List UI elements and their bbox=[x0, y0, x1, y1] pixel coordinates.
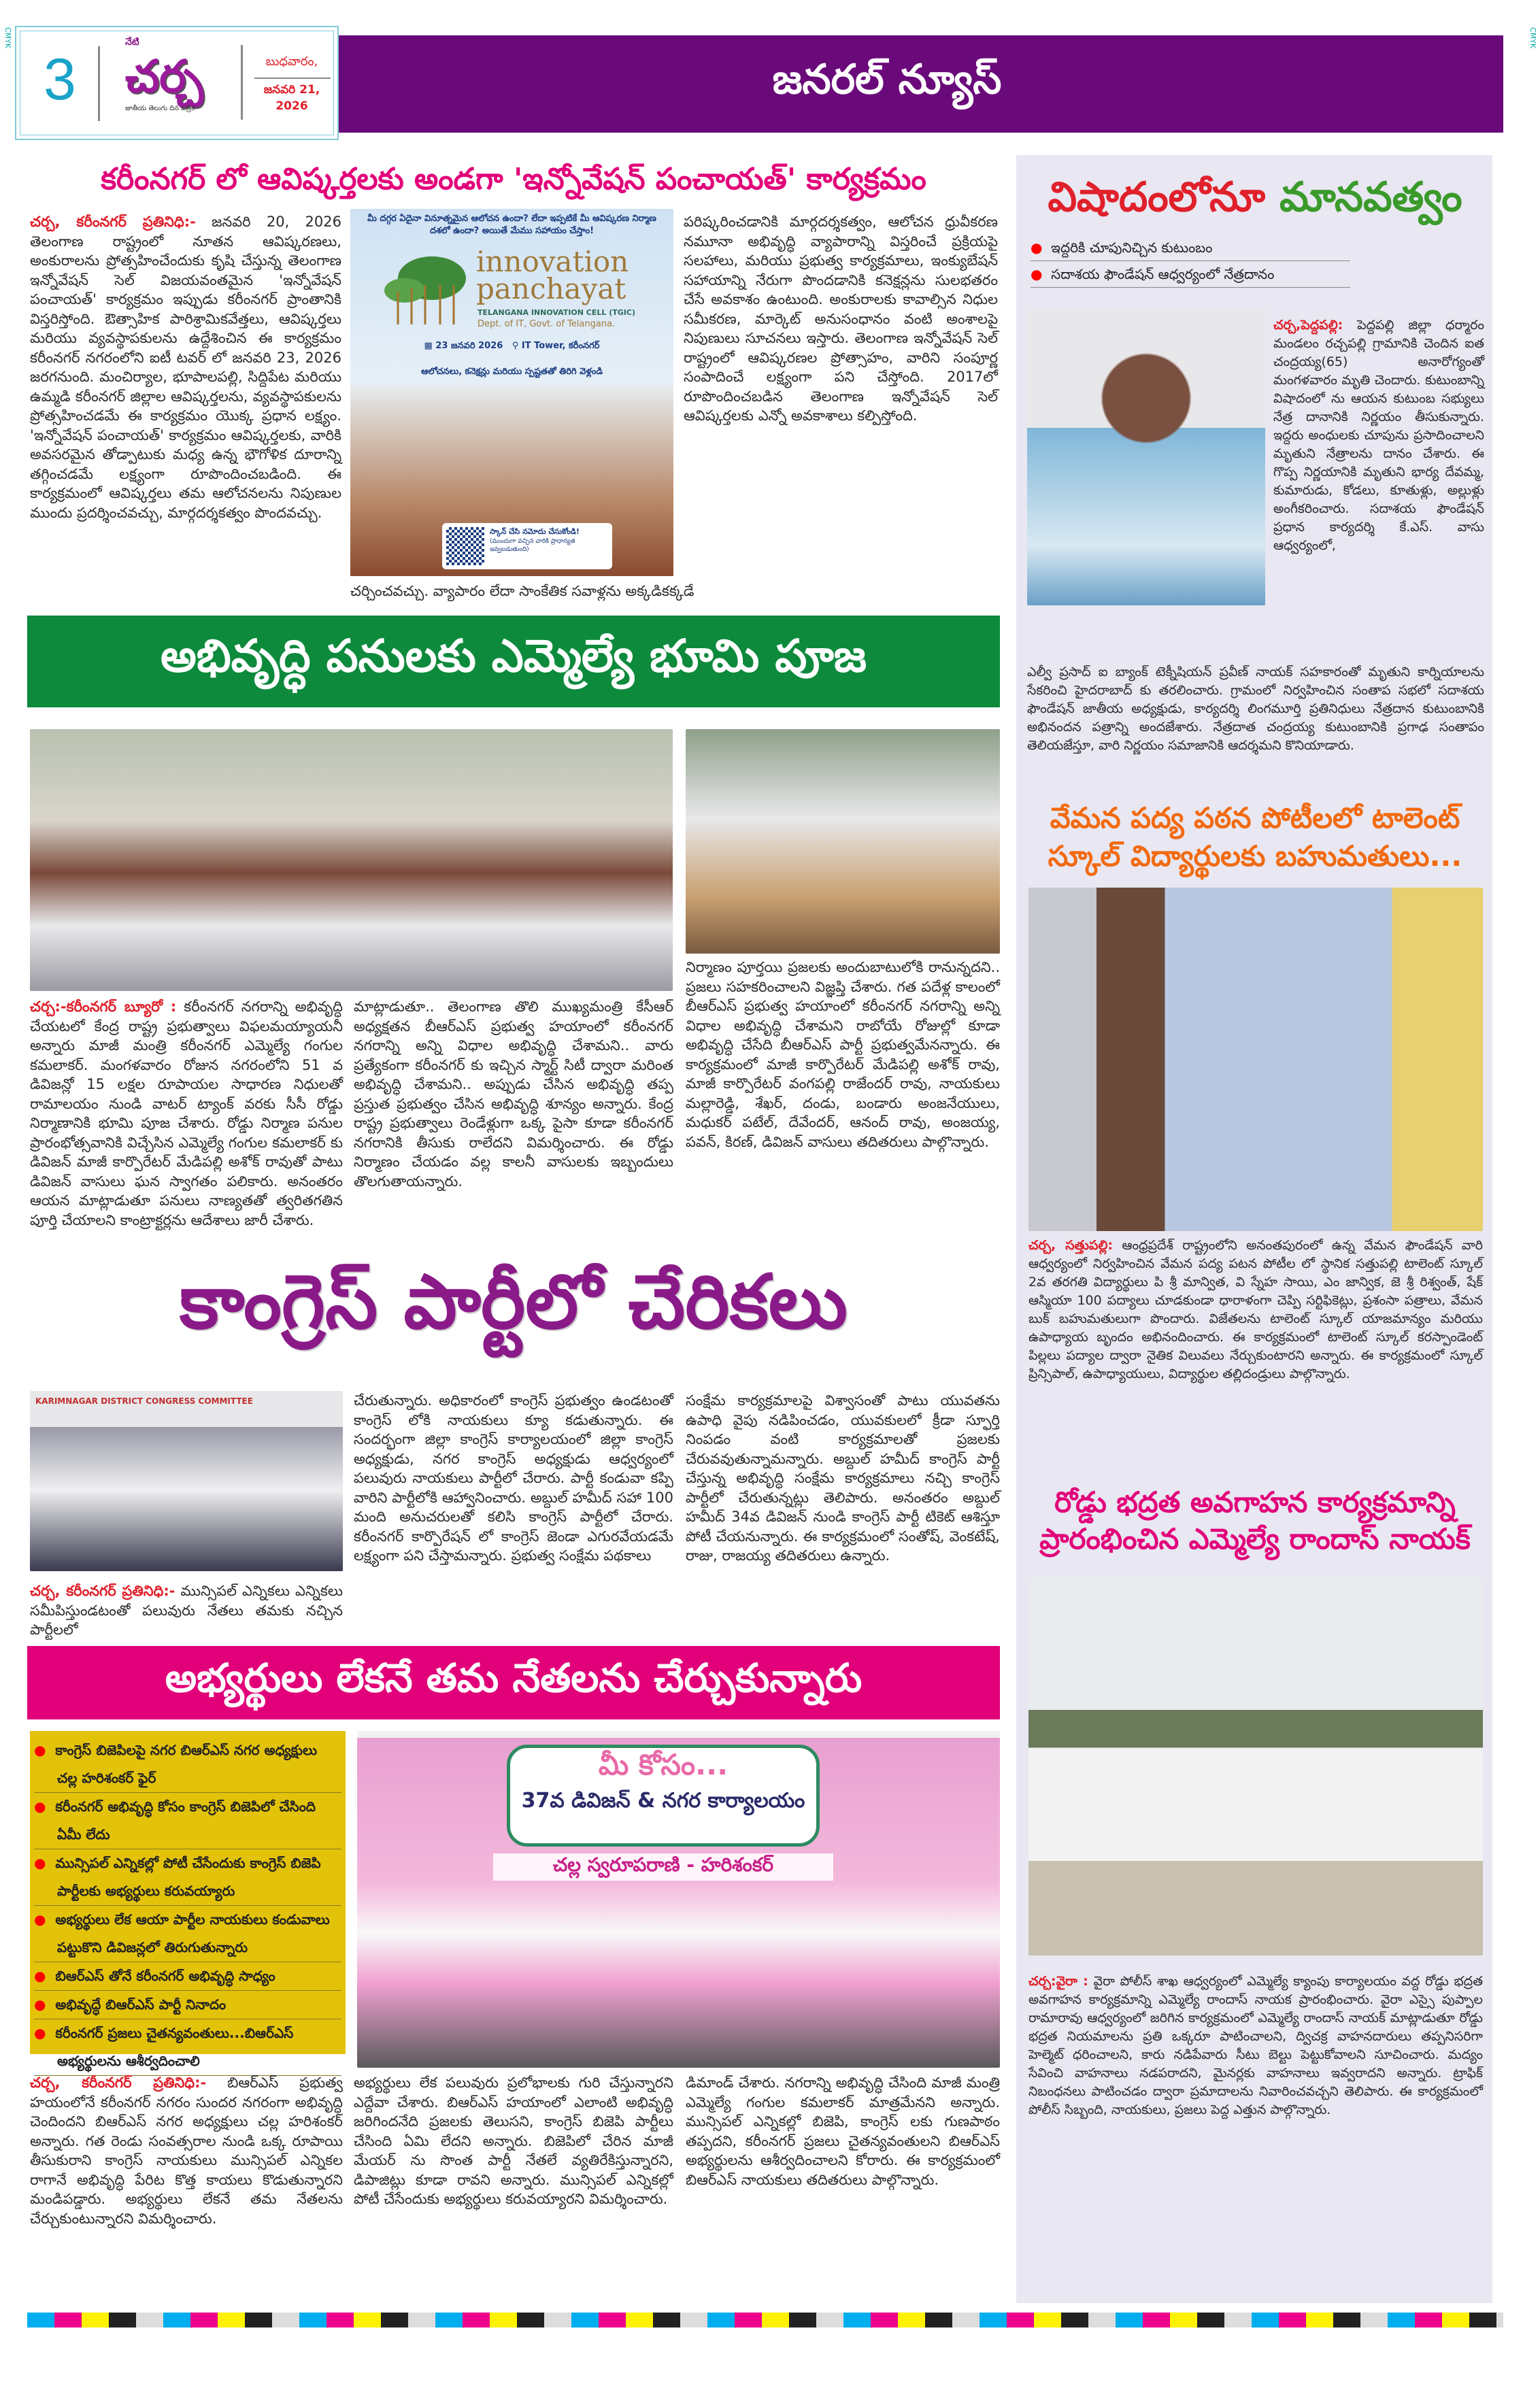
brs-bullet-item bbox=[34, 1736, 341, 1793]
article-text: కరీంనగర్ నగరాన్ని అభివృద్ధి చేయటలో కేంద్ర రాష్ట్ర ప్రభుత్వాలు విఫలమయ్యాయనీ అన్నారు మాజీ మంత్రి కరీంనగర్ ఎమ్మెల్యే గంగుల కమలాకర్. మంగళవారం రోజున నగరంలోని 51 వ డివిజన్లో 15 లక్షల రూపాయల సాధారణ నిధులతో రామాలయం నుండి వాటర్ ట్యాంక్ వరకు సీసీ రోడ్డు నిర్మాణానికి భూమి పూజ చేశారు. రోడ్డు నిర్మాణ పనుల ప్రారంభోత్సవానికి విచ్చేసిన ఎమ్మెల్యే గంగుల కమలాకర్ కు డివిజన్ మాజీ కార్పొరేటర్ మేడిపల్లి అశోక్ రావుతో పాటు డివిజన్ వాసులు ఘన స్వాగతం పలికారు. అనంతరం ఆయన మాట్లాడుతూ పనులు నాణ్యతతో త్వరితగతిన పూర్తి చేయాలని కాంట్రాక్టర్లను ఆదేశాలు జారీ చేశారు. bbox=[30, 998, 343, 1228]
eye-side-text bbox=[1273, 316, 1484, 656]
road-safety-photo bbox=[1028, 1578, 1483, 1955]
article-text: ఆంధ్రప్రదేశ్ రాష్ట్రంలోని అనంతపురంలో ఉన్న వేమన ఫౌండేషన్ వారి ఆధ్వర్యంలో నిర్వహించిన వేమన పద్య పటన పోటీల లో స్థానిక సత్తుపల్లి టాలెంట్ స్కూల్ 2వ తరగతి విద్యార్థులు పి శ్రీ మాన్విత, వి స్నేహ సాయి, ఎం జాన్విక, జె శ్రీ రిశ్వంత్, షేక్ ఆస్మియా 100 పద్యాలు చూడకుండా ధారాళంగా చెప్పి సర్టిఫికెట్లు, ప్రశంసా పత్రాలు, వేమన బుక్ బహుమతులుగా పొందారు. విజేతలను టాలెంట్ స్కూల్ యాజమాన్యం మరియు ఉపాధ్యాయ బృందం అభినందించారు. ఈ కార్యక్రమంలో టాలెంట్ స్కూల్ కరస్పాండెంట్ పిల్లలు పద్యాల ద్వారా నైతిక విలువలు నేర్చుకుంటారని అన్నారు. ఈ కార్యక్రమంలో స్కూల్ ప్రిన్సిపాల్, ఉపాధ్యాయులు, విద్యార్థుల తల్లిదండ్రులు పాల్గొన్నారు. bbox=[1028, 1238, 1483, 1381]
banner-main-text: 37వ డివిజన్ & నగర కార్యాలయం bbox=[521, 1789, 805, 1813]
brs-col-1 bbox=[30, 2073, 343, 2301]
article-text: పెద్దపల్లి జిల్లా ధర్మారం మండలం రచ్చపల్లి గ్రామానికి చెందిన ఐత చంద్రయ్య(65) అనారోగ్యంతో మంగళవారం మృతి చెందారు. కుటుంబాన్ని విషాదంలో ను ఆయన కుటుంబ సభ్యులు నేత్ర దానానికి నిర్ణయం తీసుకున్నారు. ఇద్దరు అంధులకు చూపును ప్రసాదించాలని మృతుని నేత్రాలను దానం చేశారు. ఈ గొప్ప నిర్ణయానికి మృతుని భార్య దేవమ్మ, కుమారుడు, కోడలు, కూతుళ్లు, అల్లుళ్లు అంగీకరించారు. సదాశయ ఫౌండేషన్ ప్రధాన కార్యదర్శి కే.ఎస్. వాసు ఆధ్వర్యంలో, bbox=[1273, 318, 1484, 553]
banyan-tree-icon bbox=[378, 251, 466, 326]
poster-title-1: innovation bbox=[476, 245, 629, 278]
congress-col-3: సంక్షేమ కార్యక్రమాలపై విశ్వాసంతో పాటు యువతను ఉపాధి వైపు నడిపించడం, యువకులలో క్రీడా స్ఫూర్తి నింపడం వంటి కార్యక్రమాలతో ప్రజలకు చేరువవుతున్నామన్నారు. అబ్దుల్ హమీద్ కాంగ్రెస్ పార్టీ చేస్తున్న అభివృద్ధి సంక్షేమ కార్యక్రమాలు నచ్చి కాంగ్రెస్ పార్టీలో చేరుతున్నట్లు తెలిపారు. అనంతరం అబ్దుల్ హమీద్ 34వ డివిజన్ నుండి కాంగ్రెస్ పార్టీ టికెట్ ఆశిస్తూ పోటీ చేయనున్నారు. ఈ కార్యక్రమంలో సంతోష్, వెంకటేష్, రాజు, రాజయ్య తదితరులు ఉన్నారు. bbox=[686, 1392, 1000, 1564]
brs-highlights-box bbox=[30, 1731, 346, 2069]
qr-code-icon bbox=[446, 527, 484, 565]
logo-text: చర్చ bbox=[125, 50, 203, 103]
bullet-dot-icon: ● bbox=[34, 2025, 56, 2041]
bullet-dot-icon: ● bbox=[1031, 266, 1052, 282]
poster-dept: Dept. of IT, Govt. of Telangana. bbox=[478, 319, 616, 329]
qr-text: స్కాన్ చేసి నమోదు చేసుకోండి! bbox=[490, 527, 580, 536]
bullet-dot-icon: ● bbox=[1031, 239, 1052, 256]
brs-col-2: అభ్యర్థులు లేక పలువురు ప్రలోభాలకు గురి చేస్తున్నారని ఎద్దేవా చేశారు. బిఆర్ఎస్ హయాంలో ఎలాంటి అభివృద్ధి జరిగిందనేది ప్రజలకు తెలుసని, కాంగ్రెస్ బిజెపి పార్టీలు చేసింది ఏమి లేదని అన్నారు. బిజెపిలో చేరిన మాజీ మేయర్ ను సొంత పార్టీ నేతలే వ్యతిరేకిస్తున్నారని, డిపాజిట్లు కూడా రావని అన్నారు. మున్సిపల్ ఎన్నికల్లో పోటీ చేసేందుకు అభ్యర్థులు కరువయ్యారని విమర్శించారు. bbox=[354, 2074, 673, 2207]
divider bbox=[254, 78, 331, 79]
brs-bullet-item bbox=[34, 1906, 341, 1962]
color-calibration-bar bbox=[27, 2313, 1503, 2328]
photo-banner-text: KARIMNAGAR DISTRICT CONGRESS COMMITTEE bbox=[35, 1396, 253, 1406]
banner-name-text: చల్ల స్వరూపరాణి - హరిశంకర్ bbox=[493, 1853, 833, 1881]
dateline: చర్చ, సత్తుపల్లి: bbox=[1028, 1238, 1113, 1253]
bullet-dot-icon: ● bbox=[34, 1996, 56, 2013]
vemana-text bbox=[1028, 1237, 1483, 1468]
vemana-students-photo bbox=[1028, 888, 1483, 1231]
logo-small: నేటి bbox=[125, 37, 139, 48]
qr-box bbox=[442, 523, 612, 569]
bhoomi-photo-2 bbox=[686, 729, 1000, 954]
dateline: చర్చ, కరీంనగర్ ప్రతినిధి:- bbox=[30, 1583, 175, 1599]
bullet-dot-icon: ● bbox=[34, 1968, 56, 1984]
brs-bullet-item bbox=[34, 1793, 341, 1849]
issue-date: జనవరి 21, 2026 bbox=[263, 83, 320, 113]
brs-banner bbox=[27, 1646, 1000, 1719]
bullet-dot-icon: ● bbox=[34, 1911, 56, 1928]
calendar-icon: ▦ bbox=[424, 341, 436, 351]
bullet-dot-icon: ● bbox=[34, 1798, 56, 1815]
bullet-item bbox=[1031, 235, 1350, 261]
dateline: చర్చ, కరీంనగర్ ప్రతినిధి:- bbox=[30, 2074, 207, 2091]
poster-date: 23 జనవరి 2026 bbox=[435, 341, 503, 351]
brs-press-photo bbox=[357, 1731, 1000, 2068]
bhoomi-col-1 bbox=[30, 997, 343, 1249]
poster-event-info bbox=[350, 341, 673, 353]
road-headline bbox=[1020, 1484, 1490, 1558]
logo bbox=[125, 37, 220, 139]
brs-col-3: డిమాండ్ చేశారు. నగరాన్ని అభివృద్ధి చేసింది మాజీ మంత్రి ఎమ్మెల్యే గంగుల కమలాకర్ మాత్రమేనని అన్నారు. మున్సిపల్ ఎన్నికల్లో బిజెపి, కాంగ్రెస్ లకు గుణపాఠం తప్పదని, కరీంనగర్ ప్రజలు చైతన్యవంతులని బిఆర్ఎస్ అభ్యర్థులను ఆశీర్వదించాలని కోరారు. ఈ కార్యక్రమంలో బిఆర్ఎస్ నాయకులు తదితరులు పాల్గొన్నారు. bbox=[686, 2074, 1000, 2188]
bullet-text: అభ్యర్థులు లేక ఆయా పార్టీల నాయకులు కండువాలు పట్టుకొని డివిజన్లలో తిరుగుతున్నారు bbox=[55, 1911, 330, 1955]
poster-slogan: ఆలోచనలు, కనెక్షన్లు మరియు స్పష్టతతో తిరిగి వెళ్లండి bbox=[421, 367, 603, 377]
eye-donor-photo bbox=[1027, 309, 1265, 605]
bullet-dot-icon: ● bbox=[34, 1855, 56, 1871]
bullet-dot-icon: ● bbox=[34, 1742, 56, 1758]
road-headline-line-2: ప్రారంభించిన ఎమ్మెల్యే రాందాస్ నాయక్ bbox=[1039, 1522, 1471, 1556]
congress-headline: కాంగ్రెస్ పార్టీలో చేరికలు bbox=[179, 1258, 848, 1345]
bullet-text: కరీంనగర్ ప్రజలు చైతన్యవంతులు...బిఆర్ఎస్ అభ్యర్థులను ఆశీర్వదించాలి bbox=[55, 2025, 294, 2069]
poster-title-2: panchayat bbox=[476, 272, 626, 305]
brs-bullet-item bbox=[34, 1849, 341, 1906]
registration-mark-left: CMYK bbox=[3, 27, 12, 49]
dateline: చర్చ:వైరా : bbox=[1028, 1974, 1088, 1989]
road-text bbox=[1028, 1972, 1483, 2299]
dateline: చర్చ, కరీంనగర్ ప్రతినిధి:- bbox=[30, 214, 196, 230]
brs-headline: అభ్యర్థులు లేకనే తమ నేతలను చేర్చుకున్నారు bbox=[165, 1654, 863, 1701]
bullet-text: ఇద్దరికి చూపునిచ్చిన కుటుంబం bbox=[1051, 239, 1213, 256]
bhoomi-banner bbox=[27, 616, 1000, 707]
innovation-col-3: పరిష్కరించడానికి మార్గదర్శకత్వం, ఆలోచన ధ్రువీకరణ నమూనా అభివృద్ధి వ్యాపారాన్ని విస్తరించే ప్రక్రియపై సలహాలు, మరియు ప్రభుత్వ కార్యక్రమాలు, ఇంక్యుబేషన్ సహాయాన్ని నేరుగా పొందడానికి కనెక్షన్లను సులభతరం చేసే అవకాశం ఉంటుంది. అంకురాలకు కావాల్సిన నిధుల సమీకరణ, మార్కెట్ అనుసంధానం వంటి అంశాలపై నిపుణులు సూచనలు ఇస్తారు. తెలంగాణ ఇన్నోవేషన్ సెల్ రాష్ట్రంలో ఆవిష్కరణల ప్రోత్సాహం, వారిని సంపూర్ణ సంపాదించే లక్ష్యంగా పని చేస్తోంది. 2017లో రూపొందించబడిన తెలంగాణ ఇన్నోవేషన్ సెల్ ఆవిష్కర్తలకు ఎన్నో అవకాశాలు కల్పిస్తోంది. bbox=[684, 214, 998, 424]
bullet-text: కాంగ్రెస్ బిజెపిలపై నగర బిఆర్ఎస్ నగర అధ్యక్షులు చల్ల హరిశంకర్ ఫైర్ bbox=[55, 1742, 318, 1786]
vemana-headline-line-2: స్కూల్ విద్యార్థులకు బహుమతులు... bbox=[1048, 839, 1462, 873]
section-title: జనరల్ న్యూస్ bbox=[772, 55, 1002, 103]
brs-bullet-item bbox=[34, 2019, 341, 2076]
brs-bullet-item bbox=[34, 1991, 341, 2019]
masthead-box bbox=[15, 26, 339, 140]
congress-photo bbox=[30, 1391, 343, 1571]
poster-title bbox=[476, 245, 629, 305]
bullet-item bbox=[1031, 261, 1350, 288]
brs-bullet-item bbox=[34, 1962, 341, 1991]
vemana-headline-line-1: వేమన పద్య పఠన పోటీలలో టాలెంట్ bbox=[1050, 801, 1460, 835]
banner-top-text: మీ కోసం... bbox=[598, 1748, 729, 1781]
registration-mark-right: CMYK bbox=[1528, 27, 1537, 49]
bullet-text: బిఆర్ఎస్ తోనే కరీంనగర్ అభివృద్ధి సాధ్యం bbox=[55, 1968, 275, 1984]
bhoomi-col-3: నిర్మాణం పూర్తయి ప్రజలకు అందుబాటులోకి రానున్నదని.. ప్రజలు సహకరించాలని విజ్ఞప్తి చేశారు. గత పదేళ్ల కాలంలో బీఆర్ఎస్ ప్రభుత్వ హయాంలో కరీంనగర్ నగరాన్ని అన్ని విధాల అభివృద్ధి చేశామని రాబోయే రోజుల్లో కూడా అభివృద్ధి చేసేది బీఆర్ఎస్ పార్టీ ప్రభుత్వమేనన్నారు. ఈ కార్యక్రమంలో మాజీ కార్పొరేటర్ మేడిపల్లి అశోక్ రావు, మాజీ కార్పొరేటర్ వంగపల్లి రాజేందర్ రావు, నాయకులు మల్లారెడ్డి, శేఖర్, దండు, బండారు అంజనేయులు, మధుకర్ పటేల్, దేవేందర్, ఆనంద్ రావు, అంజయ్య, పవన్, కిరణ్, డివిజన్ వాసులు తదితరులు పాల్గొన్నారు. bbox=[686, 959, 1000, 1150]
vemana-headline bbox=[1020, 799, 1490, 875]
office-banner bbox=[507, 1745, 820, 1847]
logo-tagline: జాతీయ తెలుగు దిన పత్రిక bbox=[125, 105, 195, 112]
poster-tagline: మీ దగ్గర ఏదైనా వినూత్నమైన ఆలోచన ఉందా? లేదా ఇప్పటికే మీ ఆవిష్కరణ నిర్మాణ దశలో ఉందా? అయితే మేము సహాయం చేస్తాం! bbox=[367, 214, 656, 236]
congress-col-1 bbox=[30, 1581, 344, 1638]
bullet-text: కరీంనగర్ అభివృద్ధి కోసం కాంగ్రెస్ బిజెపిలో చేసింది ఏమీ లేదు bbox=[55, 1798, 316, 1843]
article-text: వైరా పోలీస్ శాఖ ఆధ్వర్యంలో ఎమ్మెల్యే క్యాంపు కార్యాలయం వద్ద రోడ్డు భద్రత అవగాహన కార్యక్రమాన్ని ఎమ్మెల్యే రాందాస్ నాయక ప్రారంభించారు. వైరా ఎస్సై పుప్పాల రామారావు ఆధ్వర్యంలో జరిగిన కార్యక్రమంలో ఎమ్మెల్యే రాందాస్ నాయక్ మాట్లాడుతూ రోడ్డు భద్రత నియమాలను ప్రతి ఒక్కరూ పాటించాలని, ద్విచక్ర వాహనదారులు తప్పనిసరిగా హెల్మెట్ ధరించాలని, కారు నడిపేవారు సీటు బెల్టు పెట్టుకోవాలని సూచించారు. మద్యం సేవించి వాహనాలు నడపరాదని, మైనర్లకు వాహనాలు ఇవ్వరాదని అన్నారు. ట్రాఫిక్ నిబంధనలు పాటించడం ద్వారా ప్రమాదాలను నివారించవచ్చని తెలిపారు. ఈ కార్యక్రమంలో పోలీస్ సిబ్బంది, నాయకులు, ప్రజలు పెద్ద ఎత్తున పాల్గొన్నారు. bbox=[1028, 1974, 1483, 2117]
eye-headline-red: విషాదంలోనూ bbox=[1048, 173, 1266, 221]
bhoomi-photo-1 bbox=[30, 729, 673, 991]
article-text: మున్సిపల్ ఎన్నికలు ఎన్నికలు సమీపిస్తుండటంతో పలువురు నేతలు తమకు నచ్చిన పార్టీలలో bbox=[30, 1583, 344, 1638]
bullet-text: అభివృద్ధే బిఆర్ఎస్ పార్టీ నినాదం bbox=[55, 1996, 227, 2013]
article-text: జనవరి 20, 2026 తెలంగాణ రాష్ట్రంలో నూతన ఆవిష్కరణలు, అంకురాలను ప్రోత్సహించేందుకు కృషి చేస్తున్న తెలంగాణ ఇన్నోవేషన్ సెల్ విజయవంతమైన 'ఇన్నోవేషన్ పంచాయత్' కార్యక్రమం ఇప్పుడు కరీంనగర్ ప్రాంతానికి విస్తరిస్తోంది. ఔత్సాహిక పారిశ్రామికవేత్తలు, ఆవిష్కర్తలు మరియు వ్యవస్థాపకులను ఉద్దేశించిన ఈ కార్యక్రమం కరీంనగర్ నగరంలోని ఐటీ టవర్ లో జనవరి 23, 2026 జరగనుంది. మంచిర్యాల, భూపాలపల్లి, సిద్దిపేట మరియు ఉమ్మడి కరీంనగర్ జిల్లాల ఆవిష్కర్తలను, వ్యవస్థాపకులను ప్రోత్సహించడమే ఈ కార్యక్రమం యొక్క ప్రధాన లక్ష్యం. 'ఇన్నోవేషన్ పంచాయత్' కార్యక్రమం ఆవిష్కర్తలకు, వారికి అవసరమైన తోడ్పాటుకు మధ్య ఉన్న భౌగోళిక దూరాన్ని తగ్గించడమే లక్ష్యంగా రూపొందించబడింది. ఈ కార్యక్రమంలో ఆవిష్కర్తలు తమ ఆలోచనలను నిపుణుల ముందు ప్రదర్శించవచ్చు, మార్గదర్శకత్వం పొందవచ్చు. bbox=[30, 214, 342, 521]
page-number: 3 bbox=[44, 47, 76, 112]
divider bbox=[241, 45, 243, 120]
innovation-poster bbox=[350, 209, 673, 576]
congress-col-2: చేరుతున్నారు. అధికారంలో కాంగ్రెస్ ప్రభుత్వం ఉండటంతో కాంగ్రెస్ లోకి నాయకులు క్యూ కడుతున్నారు. ఈ సందర్భంగా జిల్లా కాంగ్రెస్ కార్యాలయంలో జిల్లా కాంగ్రెస్ అధ్యక్షుడు, నగర కాంగ్రెస్ అధ్యక్షుడు ఆధ్వర్యంలో పలువురు నాయకులు పార్టీలో చేరారు. పార్టీ కండువా కప్పి వారిని పార్టీలోకి ఆహ్వానించారు. అబ్దుల్ హమీద్ సహా 100 మంది అనుచరులతో కలిసి కాంగ్రెస్ పార్టీలో చేరారు. కరీంనగర్ కార్పొరేషన్ లో కాంగ్రెస్ జెండా ఎగురవేయడమే లక్ష్యంగా పని చేస్తామన్నారు. ప్రభుత్వ సంక్షేమ పథకాలు bbox=[354, 1392, 673, 1564]
eye-bullets bbox=[1031, 235, 1350, 288]
poster-org: TELANGANA INNOVATION CELL (TGIC) bbox=[478, 308, 635, 317]
eye-full-text: ఎల్వీ ప్రసాద్ ఐ బ్యాంక్ టెక్నీషియన్ ప్రవీణ్ నాయక్ సహకారంతో మృతుని కార్నియాలను సేకరించి హైదరాబాద్ కు తరలించారు. గ్రామంలో నిర్వహించిన సంతాప సభలో సదాశయ ఫౌండేషన్ జాతీయ అధ్యక్షుడు, కార్యదర్శి లింగమూర్తి ప్రతినిధులు నేత్రదాన కుటుంబానికి అభినందన పత్రాన్ని అందజేశారు. నేత్రదాత చంద్రయ్య కుటుంబానికి ప్రగాఢ సంతాపం తెలియజేస్తూ, వారి నిర్ణయం సమాజానికి ఆదర్శమని కొనియాడారు. bbox=[1027, 665, 1484, 753]
qr-note: (ముందుగా వచ్చిన వారికి ప్రాధాన్యత ఇవ్వబడుతుంది) bbox=[490, 538, 575, 553]
poster-caption-text: చర్చించవచ్చు. వ్యాపారం లేదా సాంకేతిక సవాళ్లను అక్కడికక్కడే bbox=[350, 583, 694, 599]
innovation-col-1 bbox=[30, 212, 341, 603]
dateline: చర్చ:-కరీంనగర్ బ్యూరో : bbox=[30, 998, 177, 1015]
poster-venue: IT Tower, కరీంనగర్ bbox=[521, 341, 600, 351]
bullet-text: సదాశయ ఫౌండేషన్ ఆధ్వర్యంలో నేత్రదానం bbox=[1051, 266, 1275, 282]
issue-day: బుధవారం, bbox=[265, 54, 318, 69]
innovation-headline: కరీంనగర్ లో ఆవిష్కర్తలకు అండగా 'ఇన్నోవేషన్ పంచాయత్' కార్యక్రమం bbox=[101, 162, 926, 197]
divider bbox=[98, 46, 100, 121]
section-banner bbox=[339, 35, 1503, 133]
bullet-text: మున్సిపల్ ఎన్నికల్లో పోటీ చేసేందుకు కాంగ్రెస్ బిజెపి పార్టీలకు అభ్యర్థులు కరువయ్యారు bbox=[55, 1855, 321, 1899]
eye-headline-green: మానవత్వం bbox=[1279, 173, 1462, 221]
bhoomi-headline: అభివృద్ధి పనులకు ఎమ్మెల్యే భూమి పూజ bbox=[160, 630, 867, 682]
eye-headline bbox=[1027, 173, 1483, 231]
dateline: చర్చ,పెద్దపల్లి: bbox=[1273, 318, 1343, 333]
location-pin-icon: ⚲ bbox=[512, 341, 522, 351]
bhoomi-col-2: మాట్లాడుతూ.. తెలంగాణ తొలి ముఖ్యమంత్రి కేసీఆర్ అధ్యక్షతన బీఆర్ఎస్ ప్రభుత్వ హయాంలో కరీంనగర్ నగరాన్ని అన్ని విధాల అభివృద్ధి చేశామని.. వారు ప్రత్యేకంగా కరీంనగర్ కు ఇచ్చిన స్మార్ట్ సిటీ ద్వారా మరింత అభివృద్ధి చేశామని.. అప్పుడు చేసిన అభివృద్ధి తప్ప ప్రస్తుత ప్రభుత్వం చేసిన అభివృద్ధి శూన్యం అన్నారు. కేంద్ర రాష్ట్ర ప్రభుత్వాలు రెండేళ్లుగా ఒక్క పైసా కూడా కరీంనగర్ నగరానికి తీసుకు రాలేదని విమర్శించారు. ఈ రోడ్డు నిర్మాణం చేయడం వల్ల కాలనీ వాసులకు ఇబ్బందులు తొలగుతాయన్నారు. bbox=[354, 998, 673, 1190]
article-text: బిఆర్ఎస్ ప్రభుత్వ హయంలోనే కరీంనగర్ నగరం సుందర నగరంగా అభివృద్ధి చెందిందని బిఆర్ఎస్ నగర అధ్యక్షులు చల్ల హరిశంకర్ అన్నారు. గత రెండు సంవత్సరాల నుండి ఒక్క రూపాయి తీసుకురాని కాంగ్రెస్ నాయకులు మున్సిపల్ ఎన్నికల రాగానే అభివృద్ధి పేరిట కొత్త కాయలు కొడుతున్నారని మండిపడ్డారు. అభ్యర్థులు లేకనే తమ నేతలను చేర్చుకుంటున్నారని విమర్శించారు. bbox=[30, 2074, 343, 2227]
road-headline-line-1: రోడ్డు భద్రత అవగాహన కార్యక్రమాన్ని bbox=[1054, 1485, 1456, 1519]
